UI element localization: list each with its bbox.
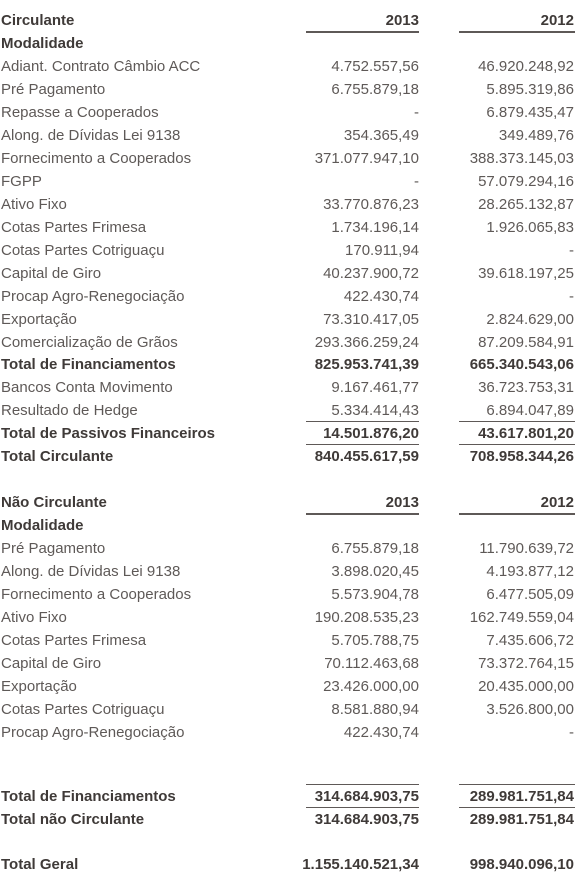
total-nao-circulante-row — [0, 808, 575, 831]
value-2012: 6.894.047,89 — [486, 402, 574, 419]
total-geral-row — [0, 853, 575, 876]
row-label: Bancos Conta Movimento — [1, 379, 173, 396]
table-row — [0, 376, 575, 399]
value-2013: 293.366.259,24 — [314, 334, 419, 351]
row-label: FGPP — [1, 173, 42, 190]
row-label: Exportação — [1, 311, 77, 328]
row-label: Cotas Partes Frimesa — [1, 219, 147, 236]
value-2013: 6.755.879,18 — [331, 81, 419, 98]
row-label: Pré Pagamento — [1, 81, 106, 98]
value-2013: 23.426.000,00 — [323, 678, 419, 695]
table-row — [0, 331, 575, 354]
table-row — [0, 698, 575, 721]
value-2013: 5.705.788,75 — [331, 632, 419, 649]
value-2013: 371.077.947,10 — [314, 150, 419, 167]
section-title: Não Circulante — [1, 494, 107, 511]
table-row — [0, 124, 575, 147]
section-title: Circulante — [1, 12, 75, 29]
value-2012: 7.435.606,72 — [486, 632, 574, 649]
value-2013: 825.953.741,39 — [314, 356, 419, 373]
row-label: Procap Agro-Renegociação — [1, 288, 185, 305]
value-2013: 314.684.903,75 — [314, 811, 419, 828]
row-label: Fornecimento a Cooperados — [1, 150, 192, 167]
value-2012: 73.372.764,15 — [478, 655, 574, 672]
row-label: Adiant. Contrato Câmbio ACC — [1, 58, 201, 75]
total-financiamentos-row — [0, 785, 575, 808]
table-row — [0, 55, 575, 78]
value-2012: 1.926.065,83 — [486, 219, 574, 236]
value-2012: 289.981.751,84 — [469, 811, 574, 828]
value-2013: 4.752.557,56 — [331, 58, 419, 75]
value-2012: - — [569, 724, 574, 741]
year-2013-header: 2013 — [385, 12, 419, 29]
table-row — [0, 721, 575, 744]
table-row — [0, 193, 575, 216]
value-2013: 422.430,74 — [343, 724, 419, 741]
row-label: Resultado de Hedge — [1, 402, 138, 419]
year-2013-header: 2013 — [385, 494, 419, 511]
value-2012: 46.920.248,92 — [478, 58, 574, 75]
table-row — [0, 147, 575, 170]
value-2013: 9.167.461,77 — [331, 379, 419, 396]
value-2013: 5.334.414,43 — [331, 402, 419, 419]
value-2013: 14.501.876,20 — [323, 425, 419, 442]
table-row — [0, 583, 575, 606]
value-2013: 6.755.879,18 — [331, 540, 419, 557]
value-2012: 998.940.096,10 — [469, 856, 574, 873]
table-row — [0, 262, 575, 285]
row-label: Total não Circulante — [1, 811, 145, 828]
table-row — [0, 399, 575, 422]
subheading — [0, 514, 575, 537]
value-2013: 33.770.876,23 — [323, 196, 419, 213]
table-row — [0, 239, 575, 262]
value-2012: 289.981.751,84 — [469, 788, 574, 805]
value-2013: 5.573.904,78 — [331, 586, 419, 603]
value-2012: 708.958.344,26 — [469, 448, 574, 465]
section-header-nao-circulante — [0, 491, 575, 514]
value-2013: 73.310.417,05 — [323, 311, 419, 328]
row-label: Cotas Partes Frimesa — [1, 632, 147, 649]
value-2013: 70.112.463,68 — [324, 655, 419, 672]
value-2013: 354.365,49 — [343, 127, 419, 144]
value-2012: 6.477.505,09 — [486, 586, 574, 603]
year-2012-header: 2012 — [540, 494, 574, 511]
row-label: Repasse a Cooperados — [1, 104, 159, 121]
value-2012: 4.193.877,12 — [486, 563, 574, 580]
table-row — [0, 629, 575, 652]
value-2012: 5.895.319,86 — [486, 81, 574, 98]
subheading-label: Modalidade — [1, 517, 84, 534]
value-2012: 28.265.132,87 — [478, 196, 574, 213]
table-row — [0, 101, 575, 124]
row-label: Cotas Partes Cotriguaçu — [1, 701, 165, 718]
table-row — [0, 560, 575, 583]
row-label: Total Geral — [1, 856, 79, 873]
value-2012: 162.749.559,04 — [469, 609, 574, 626]
row-label: Ativo Fixo — [1, 609, 67, 626]
value-2012: 6.879.435,47 — [486, 104, 574, 121]
value-2012: 349.489,76 — [498, 127, 574, 144]
value-2012: 57.079.294,16 — [478, 173, 574, 190]
value-2012: 11.790.639,72 — [479, 540, 574, 557]
value-2013: 422.430,74 — [343, 288, 419, 305]
row-label: Capital de Giro — [1, 655, 102, 672]
section-header-circulante — [0, 9, 575, 32]
value-2012: 388.373.145,03 — [469, 150, 574, 167]
row-label: Total Circulante — [1, 448, 114, 465]
value-2013: 1.734.196,14 — [331, 219, 419, 236]
subheading-label: Modalidade — [1, 35, 84, 52]
table-row — [0, 78, 575, 101]
value-2012: 3.526.800,00 — [486, 701, 574, 718]
value-2013: 8.581.880,94 — [331, 701, 419, 718]
row-label: Fornecimento a Cooperados — [1, 586, 192, 603]
row-label: Capital de Giro — [1, 265, 102, 282]
total-financiamentos-row — [0, 353, 575, 376]
year-2012-header: 2012 — [540, 12, 574, 29]
value-2013: 314.684.903,75 — [314, 788, 419, 805]
table-row — [0, 285, 575, 308]
value-2012: 39.618.197,25 — [478, 265, 574, 282]
value-2013: - — [414, 173, 419, 190]
value-2012: 2.824.629,00 — [486, 311, 574, 328]
table-row — [0, 308, 575, 331]
total-passivos-row — [0, 422, 575, 445]
table-row — [0, 537, 575, 560]
row-label: Along. de Dívidas Lei 9138 — [1, 127, 181, 144]
row-label: Total de Financiamentos — [1, 788, 176, 805]
row-label: Exportação — [1, 678, 77, 695]
value-2013: 190.208.535,23 — [314, 609, 419, 626]
value-2012: - — [569, 242, 574, 259]
row-label: Ativo Fixo — [1, 196, 67, 213]
table-row — [0, 216, 575, 239]
row-label: Procap Agro-Renegociação — [1, 724, 185, 741]
row-label: Cotas Partes Cotriguaçu — [1, 242, 165, 259]
value-2012: 36.723.753,31 — [478, 379, 574, 396]
value-2013: 1.155.140.521,34 — [302, 856, 419, 873]
value-2012: 87.209.584,91 — [478, 334, 574, 351]
row-label: Total de Passivos Financeiros — [1, 425, 215, 442]
value-2012: 20.435.000,00 — [478, 678, 574, 695]
table-row — [0, 170, 575, 193]
value-2013: 3.898.020,45 — [331, 563, 419, 580]
row-label: Along. de Dívidas Lei 9138 — [1, 563, 181, 580]
total-circulante-row — [0, 445, 575, 468]
row-label: Pré Pagamento — [1, 540, 106, 557]
value-2013: - — [414, 104, 419, 121]
row-label: Comercialização de Grãos — [1, 334, 178, 351]
row-label: Total de Financiamentos — [1, 356, 176, 373]
value-2013: 170.911,94 — [345, 242, 419, 259]
value-2012: 665.340.543,06 — [469, 356, 574, 373]
table-row — [0, 606, 575, 629]
table-row — [0, 652, 575, 675]
subheading — [0, 32, 575, 55]
table-row — [0, 675, 575, 698]
value-2013: 40.237.900,72 — [323, 265, 419, 282]
value-2012: 43.617.801,20 — [478, 425, 574, 442]
value-2013: 840.455.617,59 — [314, 448, 419, 465]
value-2012: - — [569, 288, 574, 305]
